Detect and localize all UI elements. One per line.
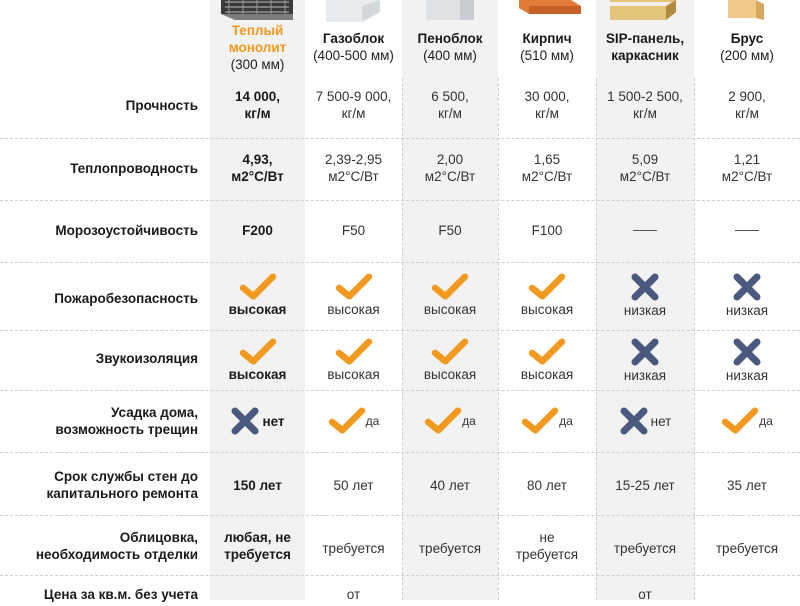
value: высокая [423,366,477,382]
cell-thermal [305,145,402,191]
cell-thermal [210,145,305,191]
cell-life: 35 лет [727,477,767,493]
material-size: (300 мм) [230,57,285,72]
divider [0,390,800,391]
dash-icon [633,230,657,231]
value: 5,09 [631,152,659,167]
cell-fire [402,264,498,326]
value: нет [262,413,285,429]
header-brus [694,22,800,78]
sip-panel-image [606,0,682,22]
cell-fire [305,264,402,326]
cell-frost: F50 [341,222,366,238]
label-line: возможность трещин [55,422,198,437]
header-sip [596,22,694,78]
cell-frost: F50 [438,222,462,238]
check-icon [424,407,462,435]
label-line: Облицовка, [119,530,198,545]
cell-shrink [305,398,402,444]
value: 4,93, [242,152,273,167]
row-label-finish [0,523,198,569]
cell-thermal [402,145,498,191]
value: 1,65 [533,152,561,167]
cross-icon [619,406,649,436]
value: низкая [725,302,769,318]
unit: м2°С/Вт [231,169,284,184]
unit: м2°С/Вт [328,169,379,184]
foam-block-image [420,0,480,22]
value: требуется [224,547,291,562]
check-icon [431,273,469,301]
material-size: (200 мм) [720,48,774,63]
value: высокая [520,366,574,382]
cell-thermal [694,145,800,191]
cell-finish [210,523,305,569]
cross-icon [732,272,762,302]
value: да [365,413,380,428]
cell-shrink [694,398,800,444]
material-name: Пеноблок [417,31,483,46]
unit: м2°С/Вт [721,169,773,184]
cell-life: 80 лет [527,477,567,493]
value: высокая [520,301,574,317]
cell-shrink [402,398,498,444]
value: высокая [228,366,287,382]
cell-sound [305,330,402,390]
cell-fire [210,264,305,326]
value: 2,00 [436,152,464,167]
label-line: необходимость отделки [35,547,198,562]
value: требуется [715,540,779,556]
cell-life: 40 лет [430,477,470,493]
material-name: Брус [730,31,764,46]
timber-image [722,0,770,22]
cell-life: 50 лет [333,477,374,493]
row-label-shrink [0,398,198,444]
cell-life: 150 лет [233,477,282,493]
gas-block-image [322,0,384,22]
cross-icon [630,337,660,367]
divider [0,200,800,201]
value: 1,21 [733,152,761,167]
unit: м2°С/Вт [619,169,671,184]
value: 30 000, [524,89,570,104]
value: 6 500, [431,89,469,104]
cell-life: 15-25 лет [615,477,675,493]
cell-frost [596,210,694,250]
material-size: (510 мм) [520,48,574,63]
material-name: Газоблок [322,31,385,46]
value: да [559,413,573,428]
material-size: (400 мм) [423,48,477,63]
unit: м2°С/Вт [424,169,476,184]
material-size: (400-500 мм) [313,48,394,63]
check-icon [335,338,373,366]
value: высокая [327,366,380,382]
dash-icon [735,230,759,231]
value: низкая [623,302,667,318]
check-icon [528,273,566,301]
value: 7 500-9 000, [315,89,392,104]
row-label-strength: Прочность [125,97,198,113]
cell-fire [694,264,800,326]
check-icon [528,338,566,366]
row-label-thermal: Теплопроводность [70,160,198,176]
row-label-price: Цена за кв.м. без учета [43,587,198,602]
value: требуется [515,547,579,562]
row-label-frost: Морозоустойчивость [55,222,198,238]
cell-strength [498,82,596,128]
cell-fire [498,264,596,326]
cell-strength [694,82,800,128]
unit: кг/м [633,106,657,121]
cell-sound [210,330,305,390]
value: 2 900, [728,89,766,104]
value: не [539,530,555,545]
value: требуется [613,540,677,556]
value: 14 000, [234,89,281,104]
header-penoblok [402,22,498,78]
cell-price: от [638,587,652,602]
value: высокая [228,301,287,317]
cell-frost: F100 [531,222,563,238]
value: да [759,413,773,428]
divider [0,262,800,263]
brick-image [515,0,583,22]
cell-fire [596,264,694,326]
cell-finish [498,523,596,569]
cell-frost [694,210,800,250]
monolith-block-image [215,0,300,22]
value: да [462,413,476,428]
cell-finish [694,523,800,569]
value: любая, не [224,530,291,545]
cell-finish [305,523,402,569]
cell-finish [596,523,694,569]
unit: кг/м [438,106,462,121]
divider [0,138,800,139]
cell-thermal [498,145,596,191]
value: 2,39-2,95 [324,152,383,167]
value: требуется [418,540,482,556]
cell-shrink [498,398,596,444]
material-name: Кирпич [522,31,572,46]
value: низкая [725,367,769,383]
row-label-sound: Звукоизоляция [95,350,198,366]
cell-strength [210,82,305,128]
label-line: Срок службы стен до [54,469,198,484]
divider [0,515,800,516]
unit: кг/м [735,106,759,121]
row-label-fire: Пожаробезопасность [54,290,198,306]
header-kirpich [498,22,596,78]
cell-frost: F200 [242,222,273,238]
check-icon [239,338,277,366]
cell-thermal [596,145,694,191]
material-name: SIP-панель, каркасник [605,31,685,63]
check-icon [335,273,373,301]
check-icon [328,407,366,435]
check-icon [431,338,469,366]
label-line: капитального ремонта [46,486,198,501]
cell-shrink [210,398,305,444]
cell-strength [305,82,402,128]
label-line: Усадка дома, [110,405,198,420]
material-name: Теплый монолит [228,23,287,55]
cell-finish [402,523,498,569]
cross-icon [732,337,762,367]
cell-sound [596,330,694,390]
cross-icon [630,272,660,302]
cell-sound [694,330,800,390]
cell-sound [402,330,498,390]
cell-shrink [596,398,694,444]
cell-strength [596,82,694,128]
value: требуется [322,540,385,556]
value: нет [650,413,672,429]
unit: кг/м [341,106,366,121]
divider [0,452,800,453]
row-label-life [0,462,198,508]
unit: кг/м [535,106,559,121]
header-teply-monolit [210,22,305,78]
unit: м2°С/Вт [521,169,573,184]
unit: кг/м [244,106,271,121]
cell-sound [498,330,596,390]
value: низкая [623,367,667,383]
header-gazoblok [305,22,402,78]
value: высокая [327,301,380,317]
cross-icon [230,406,260,436]
value: высокая [423,301,477,317]
cell-price: от [346,587,361,602]
value: 1 500-2 500, [607,89,683,104]
check-icon [721,407,759,435]
cell-strength [402,82,498,128]
check-icon [239,273,277,301]
divider [0,575,800,576]
check-icon [521,407,559,435]
